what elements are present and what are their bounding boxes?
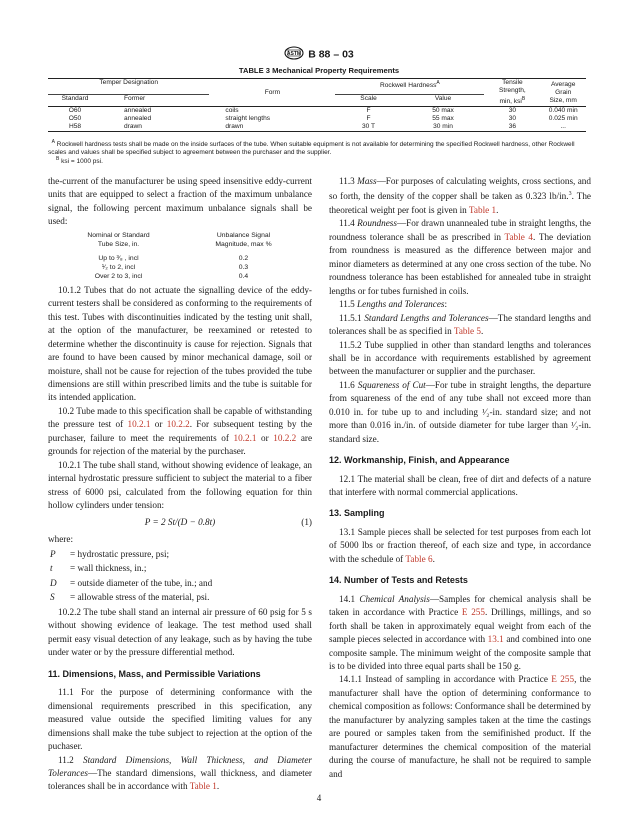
paragraph-11-4: 11.4 Roundness—For drawn unannealed tube in straight lengths, the roundness tolerance shall be as prescribed in Table 4. The deviation from roundness is measured as the difference between major and minor diameters as determined at any one cross section of the tube. No roundness tolerance has been established for annealed tube in straight lengths or for tubes furnished in coils. <box>329 218 591 296</box>
equation-number: (1) <box>301 516 312 527</box>
list-item: t = wall thickness, in.; <box>50 563 147 574</box>
where-label: where: <box>48 533 73 544</box>
table-caption: TABLE 3 Mechanical Property Requirements <box>238 66 400 75</box>
section-heading-13: 13. Sampling <box>329 508 385 519</box>
page-number: 4 <box>316 793 322 803</box>
ref-table-4-link[interactable]: Table 4 <box>504 231 534 242</box>
paragraph-14-1-1: 14.1.1 Instead of sampling in accordance with Practice E 255, the manufacturer shall have the option of determining conformance to chemical composition as follows: Conformance shall be determined by the manufacturer by analyzing samples taken at the time the castings are poured or samples taken from the semifinished product. If the manufacturer determines the chemical composition of the material during the course of manufacture, he shall not be required to sample and <box>329 674 591 779</box>
col-header-value: Value <box>434 95 452 103</box>
ref-table-6-link[interactable]: Table 6 <box>405 553 433 564</box>
section-heading-12: 12. Workmanship, Finish, and Appearance <box>329 455 510 466</box>
section-heading-14: 14. Number of Tests and Retests <box>329 575 468 586</box>
unbalance-signal-table <box>56 231 306 281</box>
col-header-form: Form <box>209 79 335 107</box>
ref-table-1-link[interactable]: Table 1 <box>468 204 497 215</box>
ref-10-2-1-link[interactable]: 10.2.1 <box>127 419 151 430</box>
rockwell-footnote-mark: A <box>436 80 440 86</box>
table-row: O50 annealed straight lengths F 55 max 30 0.025 min <box>68 115 578 123</box>
astm-logo-icon <box>284 46 304 63</box>
table-row: H58 drawn drawn 30 T 30 min 36 ... <box>48 123 586 132</box>
paragraph-10-2-2: 10.2.2 The tube shall stand an internal air pressure of 60 psig for 5 s without showing evidence of leakage. The test method used shall permit easy visual detection of any leakage, such as by having the tube under water or by the pressure differential method. <box>48 606 312 658</box>
col-header-temper: Temper Designation <box>48 79 209 95</box>
table-row: O60 annealed coils F 50 max 30 0.040 min <box>48 107 586 116</box>
paragraph-14-1: 14.1 Chemical Analysis—Samples for chemical analysis shall be taken in accordance with Practice E 255. Drillings, millings, and so forth shall be taken in approximately equal weight from each of the sample pieces selected in accordance with 13.1 and combined into one composite sample. The minimum weight of the composite sample that is to be divided into three equal parts shall be 150 g. <box>329 593 592 672</box>
equation-text: P = 2 St/(D − 0.8t) <box>144 516 216 527</box>
paragraph-11-5-1: 11.5.1 Standard Lengths and Tolerances—The standard lengths and tolerances shall be as specified in Table 5. <box>329 312 592 337</box>
ref-10-2-1-link[interactable]: 10.2.1 <box>233 432 257 443</box>
paragraph-10-2-1: 10.2.1 The tube shall stand, without showing evidence of leakage, an internal hydrostatic pressure sufficient to subject the material to a fiber stress of 6000 psi, calculated from the following equation for thin hollow cylinders under tension: <box>48 459 312 511</box>
right-column <box>329 175 591 781</box>
paragraph-11-6: 11.6 Squareness of Cut—For tube in straight lengths, the departure from squareness of the end of any tube shall not exceed more than 0.010 in. for tube up to and including ¹⁄₂-in. standard size; and not more than 0.016 in./in. of outside diameter for tube larger than ¹⁄₂-in. standard size. <box>329 379 591 444</box>
paragraph-12-1: 12.1 The material shall be clean, free of dirt and defects of a nature that interfere with normal commercial applications. <box>329 473 591 498</box>
list-item: P = hydrostatic pressure, psi; <box>50 548 170 559</box>
variable-definitions <box>48 546 214 606</box>
paragraph-11-5: 11.5 Lengths and Tolerances: <box>339 299 448 310</box>
col-header-grain: Average Grain Size, mm <box>540 79 586 107</box>
ref-10-2-2-link[interactable]: 10.2.2 <box>273 432 297 443</box>
col-header-tensile: Tensile Strength, min, ksi$^B$ <box>484 79 540 107</box>
paragraph-11-3: 11.3 Mass—For purposes of calculating weights, cross sections, and so forth, the density of the copper shall be taken as 0.323 lb/in.$^3$. The theoretical weight per foot is given in Table 1. <box>329 176 591 215</box>
table-row: ¹⁄₂ to 2, incl 0.3 <box>101 263 249 271</box>
paragraph-11-5-2: 11.5.2 Tube supplied in other than standard lengths and tolerances shall be in accordance with requirements established by agreement between the manufacturer or supplier and the purchaser. <box>329 339 591 377</box>
col-header-rockwell: Rockwell Hardness$^A$ <box>335 79 484 95</box>
section-heading-11: 11. Dimensions, Mass, and Permissible Variations <box>48 668 261 679</box>
col-header-former: Former <box>124 95 146 103</box>
list-item: S = allowable stress of the material, psi. <box>50 592 210 603</box>
footnote-b-mark: B <box>56 156 60 162</box>
left-column <box>48 175 312 794</box>
footnote-a-mark: A <box>51 139 55 145</box>
sub-header-size: Nominal or Standard Tube Size, in. <box>87 231 150 248</box>
ref-table-1-link[interactable]: Table 1 <box>189 781 217 792</box>
mechanical-property-table <box>48 78 586 132</box>
ref-table-5-link[interactable]: Table 5 <box>453 326 482 337</box>
table-row: Over 2 to 3, incl 0.4 <box>94 272 249 280</box>
col-header-scale: Scale <box>360 95 377 103</box>
tensile-footnote-mark: B <box>521 96 526 102</box>
svg-text:ASTM: ASTM <box>287 51 302 58</box>
document-header <box>0 46 638 63</box>
table-footnote-b: $^B$ ksi = 1000 psi. <box>56 156 103 166</box>
paragraph-10-2: 10.2 Tube made to this specification shall be capable of withstanding the pressure test of 10.2.1 or 10.2.2. For subsequent testing by the purchaser, failure to meet the requirements of 10.2.1 or 10.2.2 are grounds for rejection of the material by the purchaser. <box>48 405 313 457</box>
sub-header-magnitude: Unbalance Signal Magnitude, max % <box>215 231 272 248</box>
paragraph-13-1: 13.1 Sample pieces shall be selected for test purposes from each lot of 5000 lbs or fraction thereof, of each size and type, in accordance with the schedule of Table 6. <box>329 526 591 564</box>
ref-13-1-link[interactable]: 13.1 <box>487 634 504 645</box>
document-title: B 88 – 03 <box>308 48 354 61</box>
ref-e255-link[interactable]: E 255 <box>551 674 575 685</box>
table-row: Up to ³⁄₈ , incl 0.2 <box>98 254 249 262</box>
paragraph-10-1-2: 10.1.2 Tubes that do not actuate the signalling device of the eddy-current testers shall be considered as conforming to the requirements of this test. Tubes with discontinuities indicated by the testing unit shall, at the option of the manufacturer, be reexamined or retested to determine whether the discontinuity is cause for rejection. Signals that are found to have been caused by minor mechanical damage, soil or moisture, shall not be cause for rejection of the tubes provided the tube dimensions are still within prescribed limits and the tube is suitable for its intended application. <box>48 284 312 403</box>
ref-e255-link[interactable]: E 255 <box>461 607 485 618</box>
paragraph-11-1: 11.1 For the purpose of determining conformance with the dimensional requirements prescribed in this specification, any measured value outside the specified limiting values for any dimensions shall make the tube subject to rejection at the option of the puchaser. <box>48 687 312 752</box>
col-header-standard: Standard <box>61 95 89 103</box>
ref-10-2-2-link[interactable]: 10.2.2 <box>166 419 190 430</box>
table-footnote-a: $^A$ Rockwell hardness tests shall be made on the inside surfaces of the tube. When suitable equipment is not available for determining the specified Rockwell hardness, other Rockwell scales and values shall be specified subject to agreement between the purchaser and the supplier. <box>48 139 575 157</box>
equation-1 <box>48 516 312 530</box>
paragraph-11-2: 11.2 Standard Dimensions, Wall Thickness, and Diameter Tolerances—The standard dimensions, wall thickness, and diameter tolerances shall be in accordance with Table 1. <box>48 754 312 792</box>
paragraph-10-1-1-cont: the-current of the manufacturer be using speed insensitive eddy-current units that are equipped to select a fraction of the maximum unbalance signal, the following percent maximum unbalance signals shall be used: <box>48 176 312 227</box>
list-item: D = outside diameter of the tube, in.; and <box>50 577 213 588</box>
